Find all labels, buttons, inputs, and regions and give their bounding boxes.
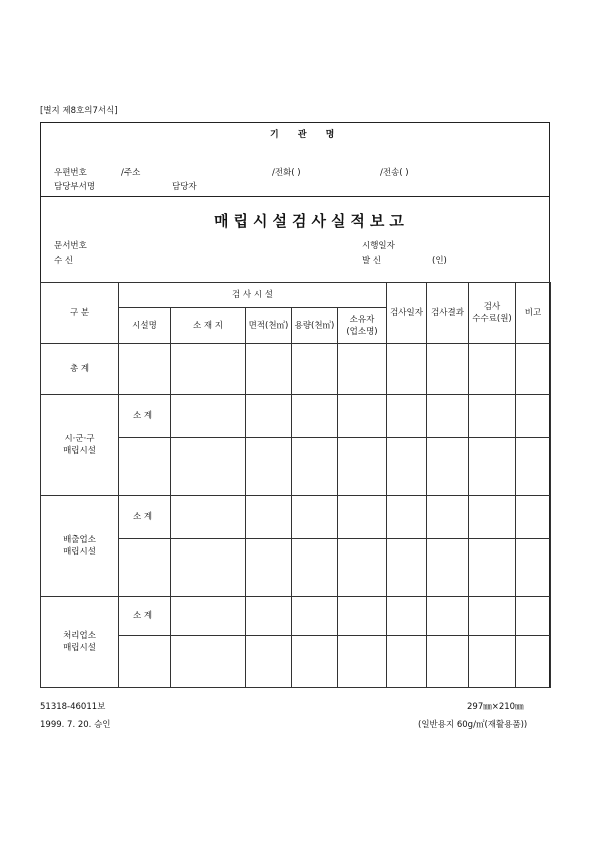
cell[interactable]: [387, 496, 427, 539]
cell[interactable]: [387, 438, 427, 496]
subtotal-label: 소 계: [119, 597, 171, 636]
doc-number-label: 문서번호: [54, 241, 87, 251]
header-inspect-date: 검사일자: [387, 283, 427, 344]
cell[interactable]: [427, 438, 469, 496]
cell[interactable]: [469, 597, 516, 636]
group-city-facility: [41, 395, 119, 496]
cell[interactable]: [469, 539, 516, 597]
group-treatment-line2: 매립시설: [63, 643, 96, 653]
page-title: 매립시설검사실적보고: [214, 212, 409, 230]
cell[interactable]: [171, 636, 246, 688]
cell[interactable]: [516, 395, 551, 438]
cell[interactable]: [119, 636, 171, 688]
cell[interactable]: [338, 395, 387, 438]
cell[interactable]: [171, 344, 246, 395]
cell[interactable]: [119, 539, 171, 597]
cell[interactable]: [292, 344, 338, 395]
agency-name: 기 관 명: [270, 130, 343, 140]
phone-label: /전화( ): [272, 168, 301, 178]
cell[interactable]: [516, 636, 551, 688]
header-facility-group: 검 사 시 설: [119, 283, 387, 308]
cell[interactable]: [246, 395, 292, 438]
postal-code-label: 우편번호: [54, 168, 87, 178]
cell[interactable]: [469, 344, 516, 395]
group-treatment-line1: 처리업소: [63, 631, 96, 641]
header-divider: [40, 196, 550, 197]
cell[interactable]: [292, 597, 338, 636]
cell[interactable]: [469, 395, 516, 438]
cell[interactable]: [427, 344, 469, 395]
header-remarks: 비고: [516, 283, 551, 344]
header-capacity: 용량(천㎥): [292, 308, 338, 344]
group-city-line2: 매립시설: [63, 446, 96, 456]
header-location: 소 재 지: [171, 308, 246, 344]
cell[interactable]: [292, 636, 338, 688]
cell[interactable]: [516, 539, 551, 597]
dept-label: 담당부서명: [54, 182, 96, 192]
header-fee-line2: 수수료(원): [472, 314, 512, 324]
cell[interactable]: [171, 597, 246, 636]
group-discharge-line1: 배출업소: [63, 535, 96, 545]
inspection-table: [40, 282, 551, 688]
cell[interactable]: [338, 344, 387, 395]
group-discharge-line2: 매립시설: [63, 547, 96, 557]
header-owner-line2: (업소명): [346, 326, 378, 337]
header-result: 검사결과: [427, 283, 469, 344]
paper-spec: (일반용지 60g/㎡(재활용품)): [418, 720, 528, 730]
cell[interactable]: [516, 344, 551, 395]
cell[interactable]: [469, 438, 516, 496]
cell[interactable]: [338, 438, 387, 496]
cell[interactable]: [427, 496, 469, 539]
cell[interactable]: [292, 438, 338, 496]
cell[interactable]: [387, 636, 427, 688]
cell[interactable]: [119, 344, 171, 395]
address-label: /주소: [121, 168, 141, 178]
cell[interactable]: [387, 539, 427, 597]
cell[interactable]: [427, 539, 469, 597]
recipient-label: 수 신: [54, 256, 74, 266]
header-area: 면적(천㎡): [246, 308, 292, 344]
cell[interactable]: [171, 496, 246, 539]
cell[interactable]: [292, 395, 338, 438]
person-label: 담당자: [172, 182, 197, 192]
cell[interactable]: [469, 496, 516, 539]
cell[interactable]: [171, 438, 246, 496]
cell[interactable]: [246, 496, 292, 539]
fax-label: /전송( ): [380, 168, 409, 178]
subtotal-label: 소 계: [119, 395, 171, 438]
group-treatment-facility: [41, 597, 119, 688]
cell[interactable]: [338, 496, 387, 539]
group-city-line1: 시·군·구: [64, 434, 95, 444]
approval-date: 1999. 7. 20. 승인: [40, 720, 111, 730]
exec-date-label: 시행일자: [362, 241, 395, 251]
subtotal-label: 소 계: [119, 496, 171, 539]
cell[interactable]: [246, 636, 292, 688]
cell[interactable]: [338, 636, 387, 688]
cell[interactable]: [469, 636, 516, 688]
cell[interactable]: [387, 597, 427, 636]
cell[interactable]: [387, 395, 427, 438]
sender-label: 발 신: [362, 256, 382, 266]
cell[interactable]: [516, 438, 551, 496]
cell[interactable]: [516, 496, 551, 539]
cell[interactable]: [292, 496, 338, 539]
seal-label: (인): [432, 256, 447, 266]
cell[interactable]: [119, 438, 171, 496]
header-category: 구 분: [41, 283, 119, 344]
paper-size: 297㎜×210㎜: [467, 702, 524, 712]
form-code: 51318-46011보: [40, 702, 106, 712]
cell[interactable]: [246, 597, 292, 636]
cell[interactable]: [246, 438, 292, 496]
cell[interactable]: [246, 539, 292, 597]
row-total-label: 총 계: [41, 344, 119, 395]
form-label: [별지 제8호의7서식]: [40, 106, 118, 116]
header-fee: [469, 283, 516, 344]
header-owner-line1: 소유자: [349, 314, 375, 325]
header-owner: [338, 308, 387, 344]
cell[interactable]: [338, 539, 387, 597]
cell[interactable]: [338, 597, 387, 636]
group-discharge-facility: [41, 496, 119, 597]
cell[interactable]: [171, 539, 246, 597]
cell[interactable]: [246, 344, 292, 395]
header-facility-name: 시설명: [119, 308, 171, 344]
cell[interactable]: [427, 597, 469, 636]
cell[interactable]: [171, 395, 246, 438]
cell[interactable]: [387, 344, 427, 395]
header-fee-line1: 검사: [483, 302, 501, 312]
cell[interactable]: [516, 597, 551, 636]
cell[interactable]: [427, 636, 469, 688]
cell[interactable]: [427, 395, 469, 438]
cell[interactable]: [292, 539, 338, 597]
